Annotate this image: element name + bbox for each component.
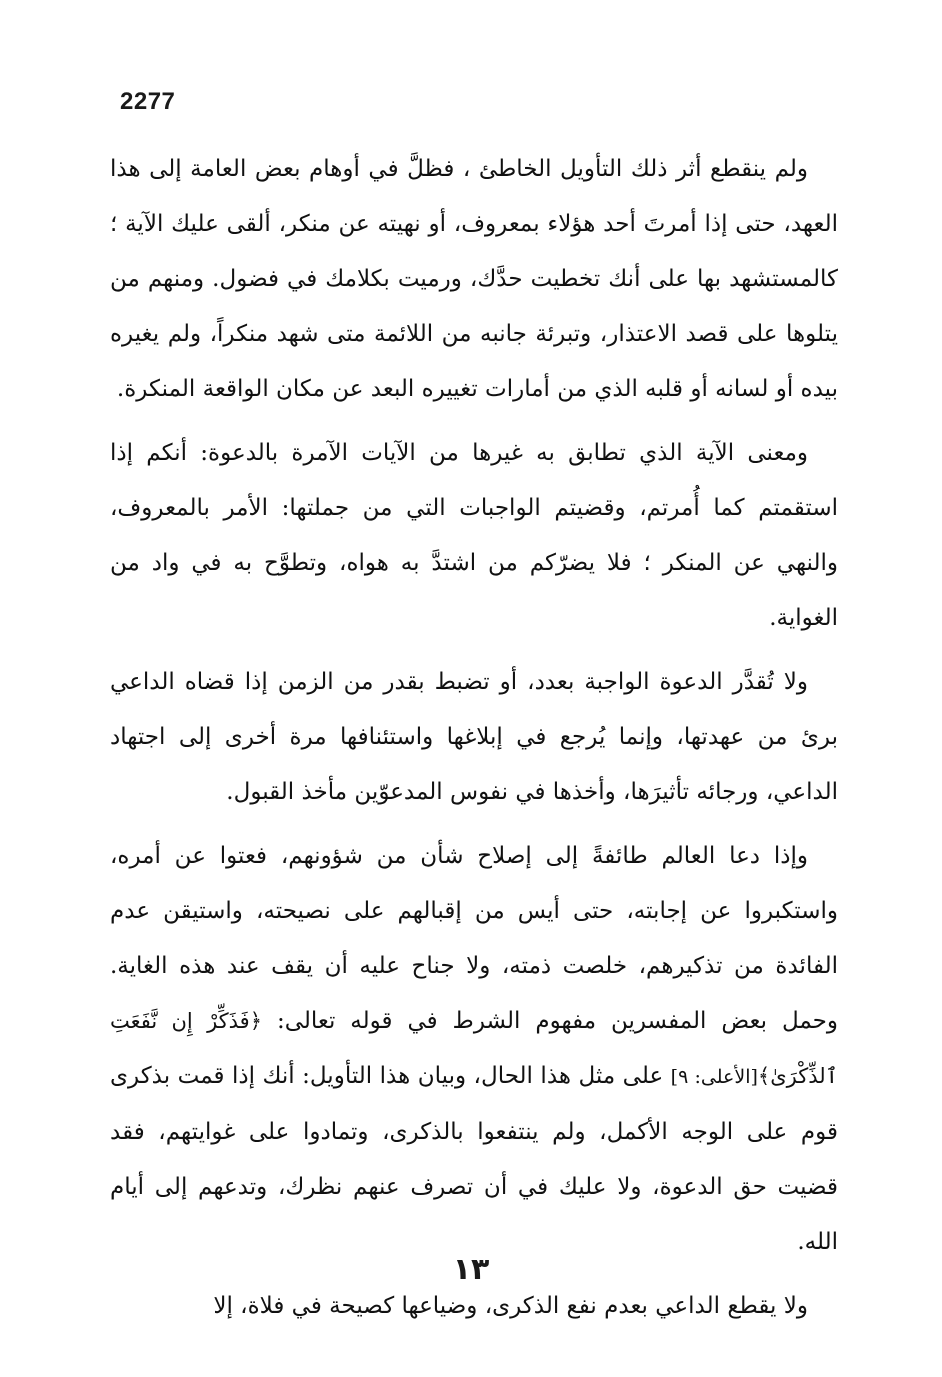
paragraph-4-before: وإذا دعا العالم طائفةً إلى إصلاح شأن من شؤونهم، فعتوا عن أمره، واستكبروا عن إجابته، حتى أيس من إقبالهم على نصيحته، واستيقن عدم الفائدة من تذكيرهم، خلصت ذمته، ولا جناح عليه أن يقف عند هذه الغاية. وحمل بعض المفسرين مفهوم الشرط في قوله تعالى: (110, 843, 838, 1034)
paragraph-1: ولم ينقطع أثر ذلك التأويل الخاطئ ، فظلَّ في أوهام بعض العامة إلى هذا العهد، حتى إذا أمرتَ أحد هؤلاء بمعروف، أو نهيته عن منكر، ألقى عليك الآية ؛ كالمستشهد بها على أنك تخطيت حدَّك، ورميت بكلامك في فضول. ومنهم من يتلوها على قصد الاعتذار، وتبرئة جانبه من اللائمة متى شهد منكراً، ولم يغيره بيده أو لسانه أو قلبه الذي من أمارات تغييره البعد عن مكان الواقعة المنكرة. (110, 156, 838, 402)
paragraph-4-after: على مثل هذا الحال، وبيان هذا التأويل: أنك إذا قمت بذكرى قوم على الوجه الأكمل، ولم ينتفعوا بالذكرى، وتمادوا على غوايتهم، فقد قضيت حق الدعوة، ولا عليك في أن تصرف عنهم نظرك، وتدعهم إلى أيام الله. (110, 1063, 838, 1255)
page-header-number: 2277 (120, 88, 176, 115)
paragraph-3: ولا تُقدَّر الدعوة الواجبة بعدد، أو تضبط بقدر من الزمن إذا قضاه الداعي برئ من عهدتها، وإنما يُرجع في إبلاغها واستئنافها مرة أخرى إلى اجتهاد الداعي، ورجائه تأثيرَها، وأخذها في نفوس المدعوّين مأخذ القبول. (110, 669, 838, 805)
quran-verse: ﴿فَذَكِّرْ إِن نَّفَعَتِ ٱلذِّكْرَىٰ﴾ (110, 1009, 838, 1088)
paragraph-5: ولا يقطع الداعي بعدم نفع الذكرى، وضياعها كصيحة في فلاة، إلا (213, 1293, 808, 1319)
paragraph-4 (110, 829, 838, 1270)
verse-reference: [الأعلى: ٩] (670, 1066, 758, 1088)
paragraph-2: ومعنى الآية الذي تطابق به غيرها من الآيات الآمرة بالدعوة: أنكم إذا استقمتم كما أُمرتم، وقضيتم الواجبات التي من جملتها: الأمر بالمعروف، والنهي عن المنكر ؛ فلا يضرّكم من اشتدَّ به هواه، وتطوَّح به في واد من الغواية. (110, 440, 838, 631)
body-text (110, 142, 838, 1343)
page-folio-number: ١٣ (452, 1252, 490, 1287)
